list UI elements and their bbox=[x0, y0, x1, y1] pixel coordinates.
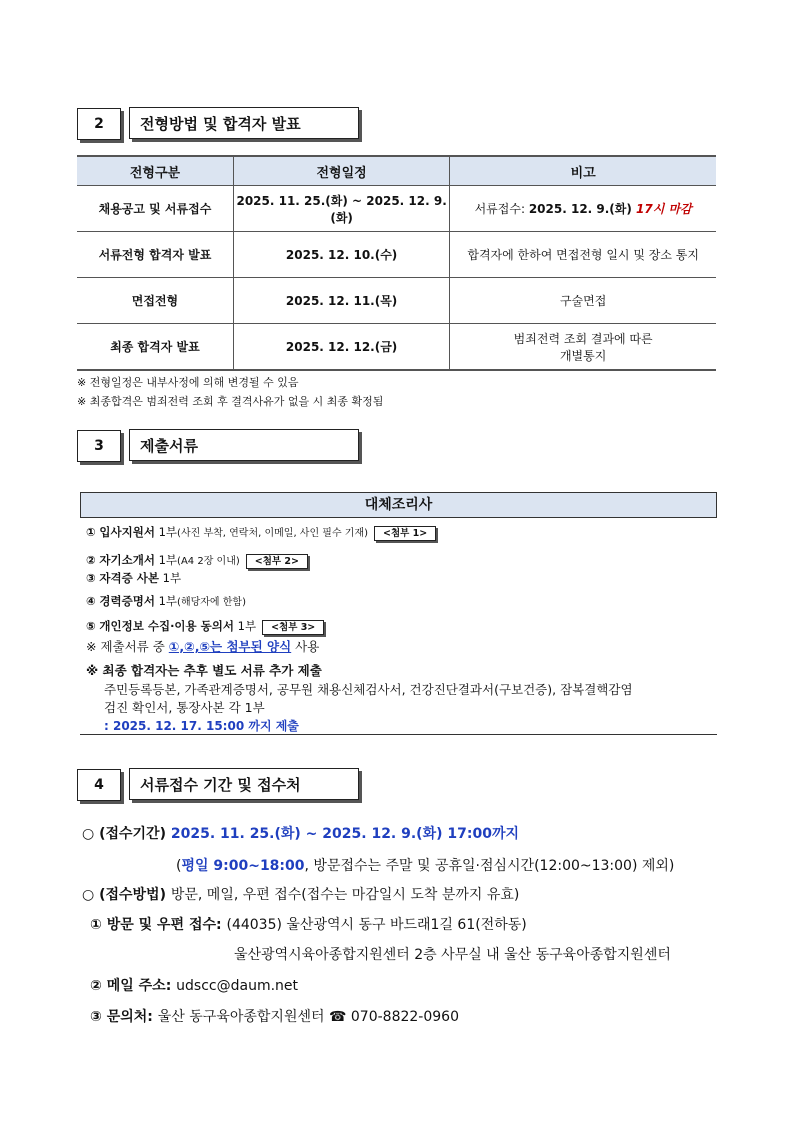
item-count: 1부 bbox=[233, 619, 257, 633]
item-mark: ① bbox=[86, 525, 96, 539]
period-sub-open: ( bbox=[176, 858, 182, 874]
period-value: 2025. 11. 25.(화) ~ 2025. 12. 9.(화) 17:00까지 bbox=[170, 826, 519, 842]
table-cell: 최종 합격자 발표 bbox=[77, 324, 233, 371]
attachment-tag: <첨부 3> bbox=[262, 620, 324, 635]
period-label: ○ (접수기간) bbox=[82, 826, 171, 842]
table-cell: 구술면접 bbox=[450, 278, 716, 324]
template-note-highlight: ①,②,⑤는 첨부된 양식 bbox=[168, 639, 292, 654]
additional-docs-deadline: : 2025. 12. 17. 15:00 까지 제출 bbox=[104, 719, 299, 733]
note-suffix: 사용 bbox=[291, 639, 320, 654]
deadline-highlight: 17시 마감 bbox=[636, 202, 692, 216]
item-detail: (해당자에 한함) bbox=[177, 597, 246, 608]
contact-label: ③ 문의처: bbox=[90, 1009, 158, 1025]
item-count: 1부 bbox=[158, 571, 182, 585]
note-date: 2025. 12. 9.(화) bbox=[528, 202, 637, 216]
visit-address-line2: 울산광역시육아종합지원센터 2층 사무실 내 울산 동구육아종합지원센터 bbox=[234, 947, 671, 963]
additional-docs-list: 검진 확인서, 통장사본 각 1부 bbox=[104, 700, 265, 715]
table-cell: 2025. 12. 11.(목) bbox=[233, 278, 449, 324]
column-header: 비고 bbox=[450, 156, 716, 186]
schedule-note: ※ 최종합격은 범죄전력 조회 후 결격사유가 없을 시 최종 확정됨 bbox=[77, 395, 384, 408]
table-cell: 합격자에 한하여 면접전형 일시 및 장소 통지 bbox=[450, 232, 716, 278]
column-header: 전형구분 bbox=[77, 156, 233, 186]
note-line: 개별통지 bbox=[559, 348, 607, 363]
item-detail: (A4 2장 이내) bbox=[177, 556, 240, 567]
item-count: 1부 bbox=[154, 525, 178, 539]
additional-docs-list: 주민등록등본, 가족관계증명서, 공무원 채용신체검사서, 건강진단결과서(구보건증), 잠복결핵감염 bbox=[104, 682, 633, 697]
table-row bbox=[77, 232, 716, 278]
item-name: 입사지원서 bbox=[99, 525, 155, 539]
item-name: 자격증 사본 bbox=[99, 571, 159, 585]
item-count: 1부 bbox=[154, 594, 178, 608]
note-prefix: ※ 제출서류 중 bbox=[86, 639, 169, 654]
method-label: ○ (접수방법) bbox=[82, 887, 171, 903]
item-mark: ③ bbox=[86, 571, 96, 585]
visit-label: ① 방문 및 우편 접수: bbox=[90, 917, 227, 933]
section-4-title: 서류접수 기간 및 접수처 bbox=[129, 768, 359, 800]
mail-address[interactable]: udscc@daum.net bbox=[176, 978, 299, 994]
period-sub-rest: , 방문접수는 주말 및 공휴일·점심시간(12:00~13:00) 제외) bbox=[304, 858, 675, 874]
schedule-note: ※ 전형일정은 내부사정에 의해 변경될 수 있음 bbox=[77, 376, 299, 389]
mail-label: ② 메일 주소: bbox=[90, 978, 177, 994]
visit-address: (44035) 울산광역시 동구 바드래1길 61(전하동) bbox=[226, 917, 527, 933]
section-2-title: 전형방법 및 합격자 발표 bbox=[129, 107, 359, 139]
additional-docs-note: ※ 최종 합격자는 추후 별도 서류 추가 제출 bbox=[86, 663, 322, 678]
table-cell bbox=[450, 186, 716, 232]
document-item bbox=[86, 593, 246, 609]
table-cell: 2025. 12. 10.(수) bbox=[233, 232, 449, 278]
table-row bbox=[77, 278, 716, 324]
table-cell: 서류전형 합격자 발표 bbox=[77, 232, 233, 278]
contact-line bbox=[90, 1006, 459, 1026]
section-3-title: 제출서류 bbox=[129, 429, 359, 461]
table-row bbox=[77, 186, 716, 232]
attachment-tag: <첨부 1> bbox=[374, 526, 436, 541]
table-cell bbox=[450, 324, 716, 371]
document-item bbox=[86, 524, 436, 541]
schedule-table bbox=[77, 155, 716, 371]
item-mark: ⑤ bbox=[86, 619, 96, 633]
phone-icon: ☎ bbox=[328, 1009, 347, 1025]
table-header-row bbox=[77, 156, 716, 186]
contact-value: 울산 동구육아종합지원센터 bbox=[157, 1009, 329, 1025]
documents-box-title: 대체조리사 bbox=[81, 493, 716, 518]
column-header: 전형일정 bbox=[233, 156, 449, 186]
item-mark: ② bbox=[86, 553, 96, 567]
method-line bbox=[82, 884, 519, 904]
period-line bbox=[82, 823, 519, 843]
note-text: 서류접수: bbox=[474, 202, 529, 216]
documents-box bbox=[80, 492, 717, 518]
table-row bbox=[77, 324, 716, 371]
documents-box-bottom-rule bbox=[80, 734, 717, 735]
item-mark: ④ bbox=[86, 594, 96, 608]
item-count: 1부 bbox=[154, 553, 178, 567]
item-name: 경력증명서 bbox=[99, 594, 155, 608]
item-name: 자기소개서 bbox=[99, 553, 155, 567]
document-item bbox=[86, 570, 181, 586]
period-sub-line bbox=[176, 855, 674, 875]
table-cell: 2025. 12. 12.(금) bbox=[233, 324, 449, 371]
visit-line bbox=[90, 914, 527, 934]
table-cell: 채용공고 및 서류접수 bbox=[77, 186, 233, 232]
item-name: 개인정보 수집·이용 동의서 bbox=[99, 619, 234, 633]
table-cell: 면접전형 bbox=[77, 278, 233, 324]
item-detail: (사진 부착, 연락처, 이메일, 사인 필수 기재) bbox=[177, 528, 369, 539]
attachment-tag: <첨부 2> bbox=[246, 554, 308, 569]
section-3-number: 3 bbox=[77, 430, 121, 462]
document-item bbox=[86, 618, 324, 635]
section-4-number: 4 bbox=[77, 769, 121, 801]
document-item bbox=[86, 552, 308, 569]
phone-number[interactable]: 070-8822-0960 bbox=[346, 1009, 459, 1025]
section-2-number: 2 bbox=[77, 108, 121, 140]
method-value: 방문, 메일, 우편 접수(접수는 마감일시 도착 분까지 유효) bbox=[170, 887, 520, 903]
mail-line bbox=[90, 975, 298, 995]
template-note bbox=[86, 637, 319, 655]
table-cell: 2025. 11. 25.(화) ~ 2025. 12. 9.(화) bbox=[233, 186, 449, 232]
note-line: 범죄전력 조회 결과에 따른 bbox=[513, 331, 653, 346]
weekday-hours: 평일 9:00~18:00 bbox=[181, 858, 305, 874]
